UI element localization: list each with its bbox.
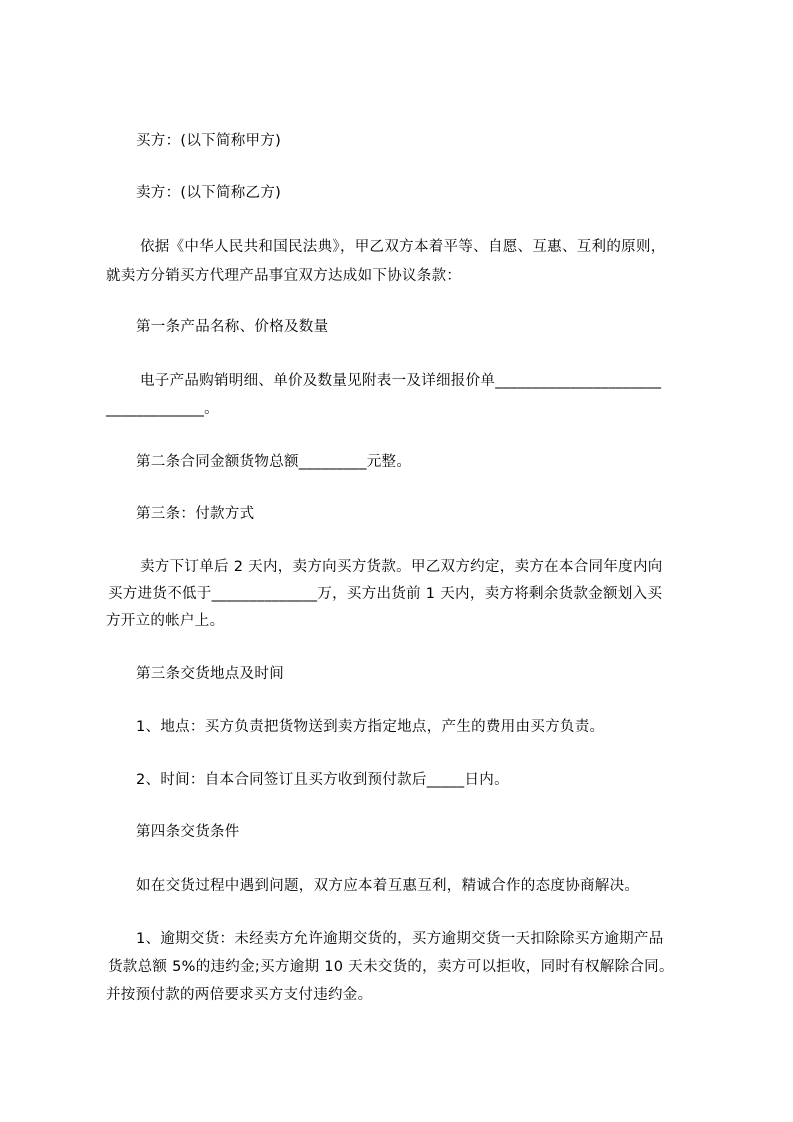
seller-line: 卖方：(以下简称乙方) [136, 185, 282, 201]
intro-line-1: 依据《中华人民共和国民法典》，甲乙双方本着平等、自愿、互惠、互利的原则， [140, 239, 666, 255]
article1-line-2: _____________。 [106, 401, 219, 417]
article2-text: 第二条合同金额货物总额_________元整。 [136, 454, 412, 470]
article4-item1-line-2: 货款总额 5%的违约金;买方逾期 10 天未交货的，卖方可以拒收，同时有权解除合同。 [108, 959, 674, 975]
article3-delivery-heading: 第三条交货地点及时间 [136, 666, 284, 682]
article4-paragraph: 如在交货过程中遇到问题，双方应本着互惠互利，精诚合作的态度协商解决。 [136, 878, 640, 894]
buyer-line: 买方：(以下简称甲方) [136, 133, 282, 149]
article3-payment-line-1: 卖方下订单后 2 天内，卖方向买方货款。甲乙双方约定，卖方在本合同年度内向 [140, 559, 663, 575]
article3-payment-line-3: 方开立的帐户上。 [106, 613, 225, 629]
article1-line-1: 电子产品购销明细、单价及数量见附表一及详细报价单______________________ [140, 373, 662, 389]
article4-item1-line-3: 并按预付款的两倍要求买方支付违约金。 [106, 987, 373, 1003]
article3-payment-heading: 第三条：付款方式 [136, 506, 255, 522]
article4-heading: 第四条交货条件 [136, 824, 240, 840]
article1-heading: 第一条产品名称、价格及数量 [136, 319, 329, 335]
article3-delivery-item-2: 2、时间：自本合同签订且买方收到预付款后_____日内。 [136, 772, 509, 788]
article3-payment-line-2: 买方进货不低于______________万，买方出货前 1 天内，卖方将剩余货款金额划入买 [108, 586, 663, 602]
article4-item1-line-1: 1、逾期交货：未经卖方允许逾期交货的，买方逾期交货一天扣除除买方逾期产品 [136, 931, 664, 947]
intro-line-2: 就卖方分销买方代理产品事宜双方达成如下协议条款： [106, 268, 462, 284]
article3-delivery-item-1: 1、地点：买方负责把货物送到卖方指定地点，产生的费用由买方负责。 [136, 719, 605, 735]
